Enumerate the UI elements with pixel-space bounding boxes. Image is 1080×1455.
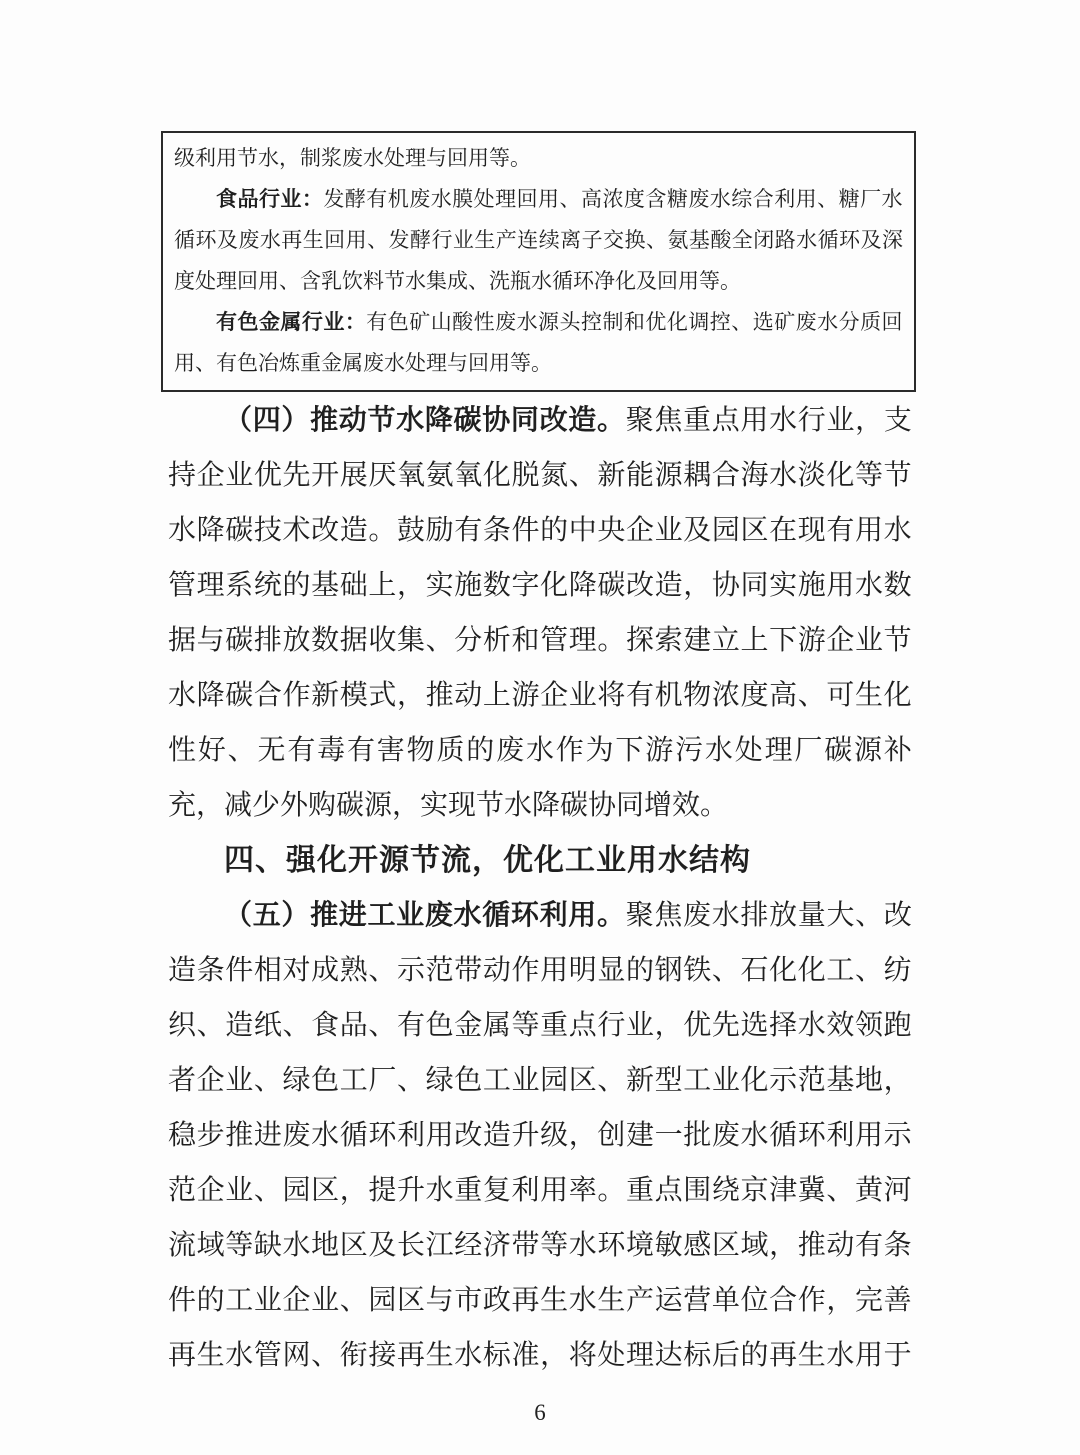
text-line: 稳 步 推 进 废 水 循 环 利 用 改 造 升 级 ， 创 建 一 批 废 水 循 环 利 用 示 [168, 1120, 912, 1151]
text-line: 循 环 及 废 水 再 生 回 用 、 发 酵 行 业 生 产 连 续 离 子 交 换 、 氨 基 酸 全 闭 路 水 循 环 及 深 [174, 228, 903, 252]
text-line: 造 条 件 相 对 成 熟 、 示 范 带 动 作 用 明 显 的 钢 铁 、 石 化 化 工 、 纺 [168, 955, 912, 986]
text-line: 再 生 水 管 网 、 衔 接 再 生 水 标 准 ， 将 处 理 达 标 后 的 再 生 水 用 于 [168, 1340, 912, 1371]
text-line: 件 的 工 业 企 业 、 园 区 与 市 政 再 生 水 生 产 运 营 单 位 合 作 ， 完 善 [168, 1285, 912, 1316]
industry-examples-box [161, 131, 916, 392]
text-line: 水 降 碳 技 术 改 造 。 鼓 励 有 条 件 的 中 央 企 业 及 园 区 在 现 有 用 水 [168, 515, 912, 546]
page-number: 6 [534, 1400, 546, 1425]
text-line: （ 五 ） 推 进 工 业 废 水 循 环 利 用 。 聚 焦 废 水 排 放 量 大 、 改 [224, 900, 912, 931]
text-line: 持 企 业 优 先 开 展 厌 氧 氨 氧 化 脱 氮 、 新 能 源 耦 合 海 水 淡 化 等 节 [168, 460, 912, 491]
text-line: 水 降 碳 合 作 新 模 式 ， 推 动 上 游 企 业 将 有 机 物 浓 度 高 、 可 生 化 [168, 680, 912, 711]
text-line: 度处理回用、含乳饮料节水集成、洗瓶水循环净化及回用等。 [174, 269, 741, 293]
section-heading: 四、强化开源节流，优化工业用水结构 [224, 844, 751, 877]
text-line: 织 、 造 纸 、 食 品 、 有 色 金 属 等 重 点 行 业 ， 优 先 选 择 水 效 领 跑 [168, 1010, 912, 1041]
document-body [168, 393, 912, 1383]
text-line: 食 品 行 业 ： 发 酵 有 机 废 水 膜 处 理 回 用 、 高 浓 度 含 糖 废 水 综 合 利 用 、 糖 厂 水 [216, 187, 903, 211]
text-line: 充，减少外购碳源，实现节水降碳协同增效。 [168, 790, 729, 821]
text-line: 性 好 、 无 有 毒 有 害 物 质 的 废 水 作 为 下 游 污 水 处 理 厂 碳 源 补 [168, 735, 912, 766]
text-line: 有 色 金 属 行 业 ： 有 色 矿 山 酸 性 废 水 源 头 控 制 和 优 化 调 控 、 选 矿 废 水 分 质 回 [216, 310, 903, 334]
text-line: 据 与 碳 排 放 数 据 收 集 、 分 析 和 管 理 。 探 索 建 立 上 下 游 企 业 节 [168, 625, 912, 656]
text-line: 者 企 业 、 绿 色 工 厂 、 绿 色 工 业 园 区 、 新 型 工 业 化 示 范 基 地 ， [168, 1065, 912, 1096]
text-line: （ 四 ） 推 动 节 水 降 碳 协 同 改 造 。 聚 焦 重 点 用 水 行 业 ， 支 [224, 405, 912, 436]
text-line: 级利用节水，制浆废水处理与回用等。 [174, 146, 531, 170]
text-line: 管 理 系 统 的 基 础 上 ， 实 施 数 字 化 降 碳 改 造 ， 协 同 实 施 用 水 数 [168, 570, 912, 601]
text-line: 用、有色冶炼重金属废水处理与回用等。 [174, 351, 552, 375]
text-line: 范 企 业 、 园 区 ， 提 升 水 重 复 利 用 率 。 重 点 围 绕 京 津 冀 、 黄 河 [168, 1175, 912, 1206]
text-line: 流 域 等 缺 水 地 区 及 长 江 经 济 带 等 水 环 境 敏 感 区 域 ， 推 动 有 条 [168, 1230, 912, 1261]
